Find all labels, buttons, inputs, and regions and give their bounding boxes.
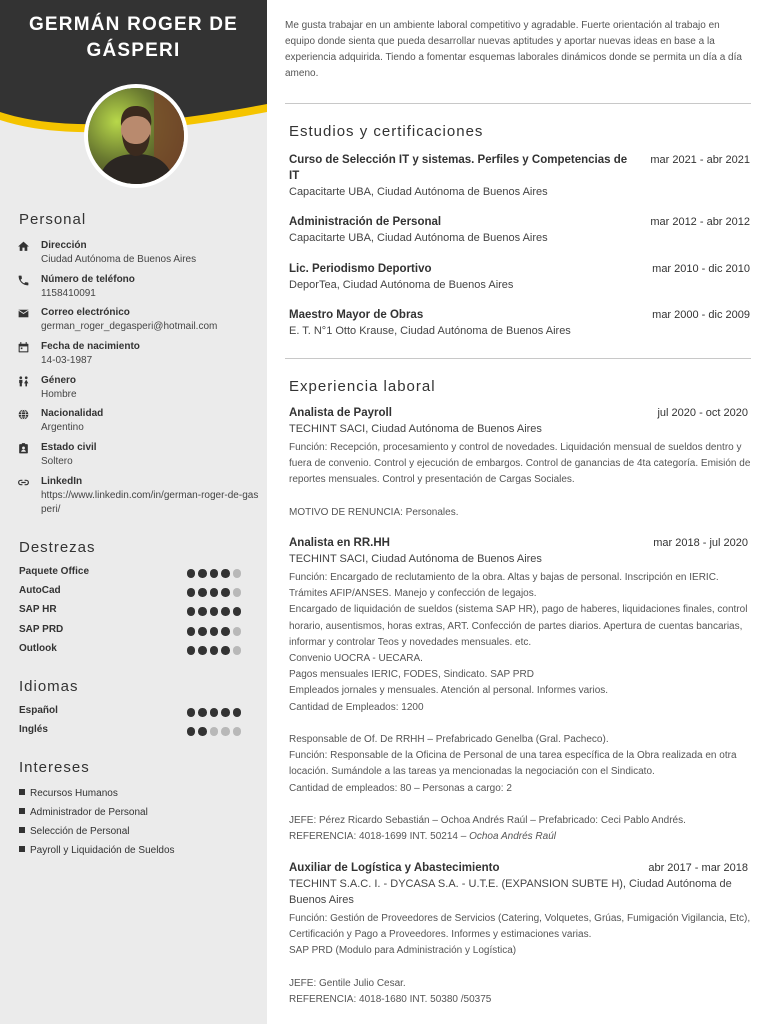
- experience-section-title: Experiencia laboral: [289, 378, 436, 395]
- education-section-title: Estudios y certificaciones: [289, 123, 484, 140]
- skill-item: [19, 566, 241, 580]
- skill-name: SAP PRD: [19, 624, 64, 635]
- level-dot-filled: [187, 708, 196, 717]
- personal-address: [17, 239, 262, 267]
- personal-value: Argentino: [41, 422, 84, 433]
- personal-label: Nacionalidad: [41, 408, 104, 419]
- experience-title: Analista de Payroll: [289, 407, 392, 419]
- interest-item: Recursos Humanos: [19, 788, 118, 799]
- personal-nationality: [17, 407, 262, 435]
- skill-item: [19, 604, 241, 618]
- personal-label: Estado civil: [41, 442, 97, 453]
- personal-linkedin: [17, 475, 262, 517]
- id-badge-icon: [17, 442, 30, 455]
- language-name: Inglés: [19, 724, 48, 735]
- level-dot-filled: [233, 607, 242, 616]
- education-place: Capacitarte UBA, Ciudad Autónoma de Buenos Aires: [289, 232, 548, 244]
- personal-gender: [17, 374, 262, 402]
- education-entry: [289, 261, 751, 293]
- education-place: DeporTea, Ciudad Autónoma de Buenos Aires: [289, 279, 514, 291]
- personal-email: [17, 306, 262, 334]
- level-dot-empty: [233, 569, 242, 578]
- education-entry: [289, 214, 751, 246]
- personal-label: Género: [41, 375, 77, 386]
- personal-value: Ciudad Autónoma de Buenos Aires: [41, 254, 197, 265]
- experience-date: abr 2017 - mar 2018: [648, 862, 748, 874]
- education-entry: [289, 307, 751, 339]
- experience-description: Función: Gestión de Proveedores de Servicios (Catering, Volquetes, Grúas, Fumigación Vigilancia, Etc), Certificación y Pago a Proveedores. Informes y estimaciones varias. SAP PRD (Modulo para Administración y Logística) JEFE: Gentile Julio Cesar. REFERENCIA: 4018-1680 INT. 50380 /50375: [289, 913, 751, 1006]
- education-date: mar 2012 - abr 2012: [650, 216, 750, 228]
- level-dot-filled: [198, 607, 207, 616]
- personal-label: Fecha de nacimiento: [41, 341, 140, 352]
- personal-phone: [17, 273, 262, 301]
- language-level: [187, 727, 242, 736]
- skill-name: Paquete Office: [19, 566, 90, 577]
- linkedin-link[interactable]: https://www.linkedin.com/in/german-roger-de-gasperi/: [41, 490, 259, 515]
- divider: [285, 103, 751, 104]
- level-dot-filled: [233, 708, 242, 717]
- interest-item: Selección de Personal: [19, 826, 130, 837]
- language-item: [19, 705, 241, 719]
- avatar: [84, 84, 188, 188]
- language-name: Español: [19, 705, 58, 716]
- level-dot-filled: [221, 588, 230, 597]
- personal-label: Dirección: [41, 240, 87, 251]
- level-dot-filled: [221, 627, 230, 636]
- divider: [285, 358, 751, 359]
- personal-label: Número de teléfono: [41, 274, 135, 285]
- experience-company: TECHINT S.A.C. I. - DYCASA S.A. - U.T.E. (EXPANSION SUBTE H), Ciudad Autónoma de Buenos Aires: [289, 878, 732, 906]
- education-title: Lic. Periodismo Deportivo: [289, 263, 432, 275]
- profile-summary: Me gusta trabajar en un ambiente laboral competitivo y agradable. Fuerte orientación al trabajo en equipo donde sienta que pueda desarrollar nuevas aptitudes y aportar nuevas ideas en base a la experiencia adquirida. Tiendo a fomentar esquemas laborales dinámicos donde se permita un día a día ameno.: [285, 20, 742, 79]
- level-dot-filled: [221, 569, 230, 578]
- personal-label: Correo electrónico: [41, 307, 130, 318]
- personal-section-title: Personal: [19, 211, 87, 228]
- skill-level: [187, 627, 242, 636]
- level-dot-empty: [233, 727, 242, 736]
- experience-date: jul 2020 - oct 2020: [657, 407, 748, 419]
- skill-level: [187, 569, 242, 578]
- level-dot-filled: [198, 627, 207, 636]
- level-dot-filled: [221, 607, 230, 616]
- skill-name: SAP HR: [19, 604, 57, 615]
- language-level: [187, 708, 242, 717]
- level-dot-filled: [198, 708, 207, 717]
- experience-description: Función: Encargado de reclutamiento de la obra. Altas y bajas de personal. Inscripción en IERIC. Trámites AFIP/ANSES. Manejo y confección de legajos. Encargado de liquidación de sueldos (sistema SAP HR), pago de haberes, liquidaciones finales, control horario, ausentismos, horas extras, ART. Confección de partes diarios. Apertura de cuentas bancarias, informar y controlar Teos y novedades mensuales. etc. Convenio UOCRA - UECARA. Pagos mensuales IERIC, FODES, Sindicato. SAP PRD Empleados jornales y mensuales. Atención al personal. Informes varios. Cantidad de Empleados: 1200 Responsable de Of. De RRHH – Prefabricado Genelba (Gral. Pacheco). Función: Responsable de la Oficina de Personal de una tarea específica de la Obra realizada en otra locación. Sumándole a las tareas ya mencionadas la negociación con el Sindicato. Cantidad de empleados: 80 – Personas a cargo: 2 JEFE: Pérez Ricardo Sebastián – Ochoa Andrés Raúl – Prefabricado: Ceci Pablo Andrés.: [289, 572, 748, 827]
- experience-company: TECHINT SACI, Ciudad Autónoma de Buenos Aires: [289, 553, 542, 565]
- level-dot-empty: [221, 727, 230, 736]
- skill-item: [19, 624, 241, 638]
- level-dot-filled: [198, 588, 207, 597]
- level-dot-empty: [210, 727, 219, 736]
- personal-value: Soltero: [41, 456, 73, 467]
- level-dot-filled: [221, 646, 230, 655]
- personal-value: german_roger_degasperi@hotmail.com: [41, 321, 218, 332]
- level-dot-empty: [233, 588, 242, 597]
- languages-section-title: Idiomas: [19, 678, 79, 695]
- personal-label: LinkedIn: [41, 476, 83, 487]
- education-title: Maestro Mayor de Obras: [289, 309, 424, 321]
- skill-item: [19, 643, 241, 657]
- experience-title: Analista en RR.HH: [289, 537, 390, 549]
- level-dot-filled: [198, 569, 207, 578]
- experience-entry: [289, 405, 751, 521]
- sidebar: [0, 0, 267, 1024]
- profile-name: GERMÁN ROGER DE GÁSPERI: [28, 14, 239, 61]
- interests-section-title: Intereses: [19, 759, 90, 776]
- level-dot-empty: [233, 646, 242, 655]
- language-item: [19, 724, 241, 738]
- level-dot-filled: [198, 646, 207, 655]
- bullet-square-icon: [19, 789, 25, 795]
- experience-entry: [289, 860, 751, 1008]
- email-icon: [17, 307, 30, 320]
- level-dot-filled: [187, 646, 196, 655]
- skill-level: [187, 588, 242, 597]
- level-dot-filled: [221, 708, 230, 717]
- globe-icon: [17, 408, 30, 421]
- bullet-square-icon: [19, 808, 25, 814]
- skill-name: Outlook: [19, 643, 57, 654]
- experience-title: Auxiliar de Logística y Abastecimiento: [289, 862, 500, 874]
- education-title: Administración de Personal: [289, 216, 442, 228]
- experience-entry: [289, 535, 751, 845]
- level-dot-filled: [210, 588, 219, 597]
- bullet-square-icon: [19, 846, 25, 852]
- level-dot-filled: [187, 607, 196, 616]
- level-dot-empty: [233, 627, 242, 636]
- level-dot-filled: [187, 727, 196, 736]
- phone-icon: [17, 274, 30, 287]
- education-title: Curso de Selección IT y sistemas. Perfiles y Competencias de IT: [289, 154, 628, 182]
- experience-reference: REFERENCIA: 4018-1699 INT. 50214 – Ochoa Andrés Raúl: [289, 831, 556, 843]
- skill-item: [19, 585, 241, 599]
- skill-name: AutoCad: [19, 585, 61, 596]
- personal-marital-status: [17, 441, 262, 469]
- experience-description: Función: Recepción, procesamiento y control de novedades. Liquidación mensual de sueldos dentro y fuera de convenio. Control y ejecución de embargos. Control de ganancias de 4ta categoría. Emisión de reportes mensuales. Control y presentación de Cargas Sociales. MOTIVO DE RENUNCIA: Personales.: [289, 442, 751, 518]
- level-dot-filled: [210, 569, 219, 578]
- level-dot-filled: [187, 588, 196, 597]
- education-place: Capacitarte UBA, Ciudad Autónoma de Buenos Aires: [289, 186, 548, 198]
- level-dot-filled: [210, 646, 219, 655]
- calendar-icon: [17, 341, 30, 354]
- level-dot-filled: [198, 727, 207, 736]
- level-dot-filled: [210, 708, 219, 717]
- home-icon: [17, 240, 30, 253]
- experience-company: TECHINT SACI, Ciudad Autónoma de Buenos Aires: [289, 423, 542, 435]
- personal-value: 1158410091: [41, 288, 96, 299]
- interest-item: Payroll y Liquidación de Sueldos: [19, 845, 175, 856]
- link-icon: [17, 476, 30, 489]
- level-dot-filled: [210, 627, 219, 636]
- skill-level: [187, 607, 242, 616]
- level-dot-filled: [187, 627, 196, 636]
- education-place: E. T. N°1 Otto Krause, Ciudad Autónoma de Buenos Aires: [289, 325, 571, 337]
- bullet-square-icon: [19, 827, 25, 833]
- education-date: mar 2021 - abr 2021: [650, 154, 750, 166]
- education-date: mar 2010 - dic 2010: [652, 263, 750, 275]
- personal-value: 14-03-1987: [41, 355, 93, 366]
- skill-level: [187, 646, 242, 655]
- experience-date: mar 2018 - jul 2020: [653, 537, 748, 549]
- personal-value: Hombre: [41, 389, 77, 400]
- education-date: mar 2000 - dic 2009: [652, 309, 750, 321]
- level-dot-filled: [187, 569, 196, 578]
- gender-icon: [17, 375, 30, 388]
- education-entry: [289, 152, 751, 200]
- personal-birthdate: [17, 340, 262, 368]
- level-dot-filled: [210, 607, 219, 616]
- interest-item: Administrador de Personal: [19, 807, 148, 818]
- skills-section-title: Destrezas: [19, 539, 96, 556]
